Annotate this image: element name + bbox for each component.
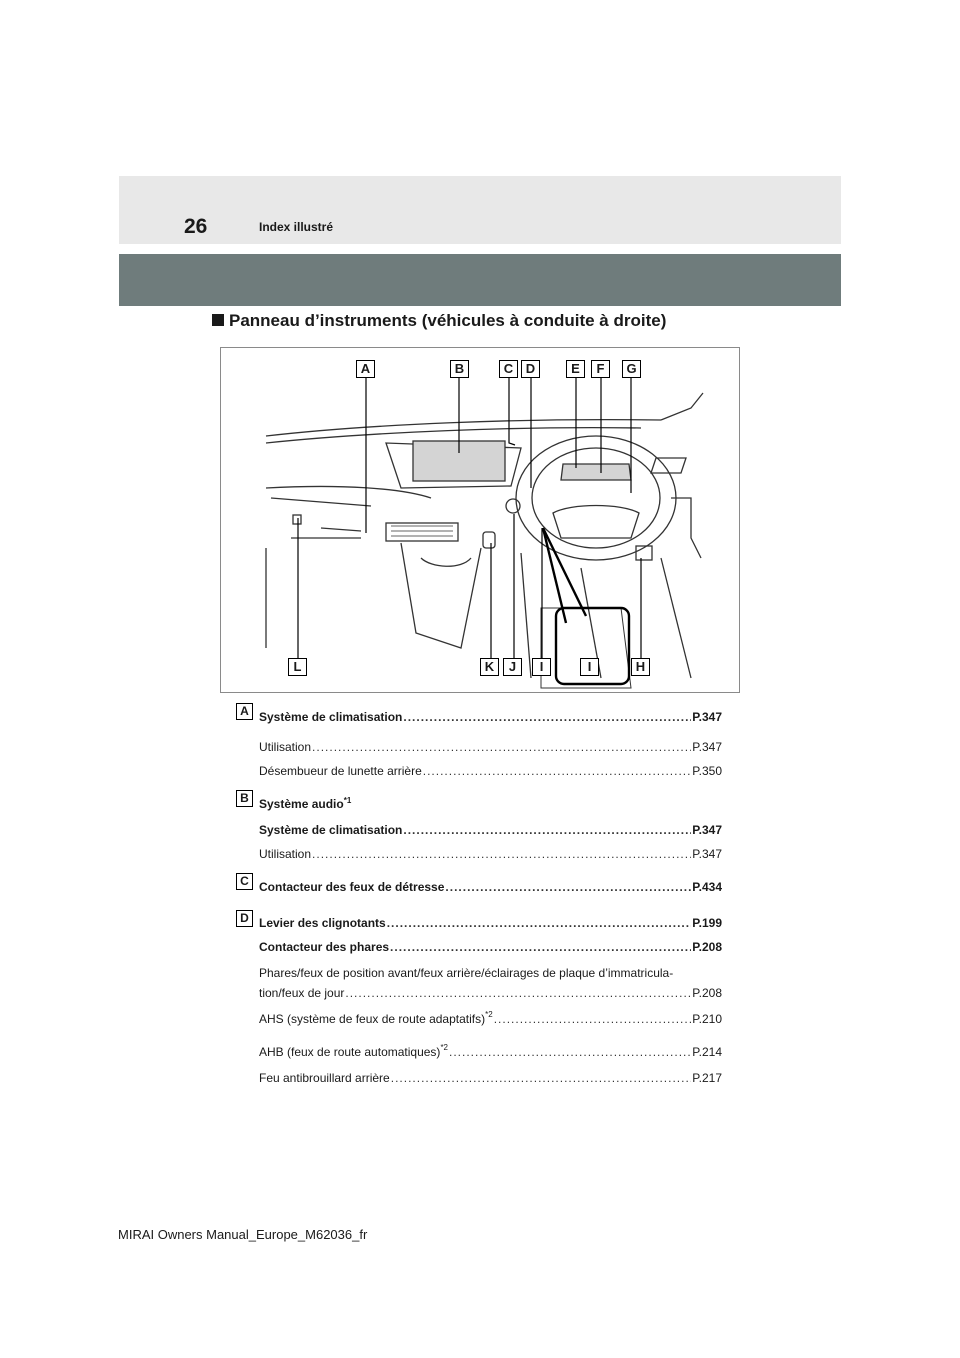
leader-dots — [403, 710, 691, 724]
entry-label: Système de climatisation — [259, 823, 403, 837]
entry-row[interactable] — [259, 880, 722, 894]
entry-label-text: AHS (système de feux de route adaptatifs) — [259, 1012, 486, 1026]
entry-label: tion/feux de jour — [259, 986, 345, 1000]
callout-L: L — [288, 658, 307, 676]
entry-row[interactable] — [259, 710, 722, 724]
entry-page: P.217 — [692, 1071, 722, 1085]
leader-dots — [423, 764, 691, 778]
entry-page: P.210 — [692, 1012, 722, 1026]
entry-page: P.208 — [692, 986, 722, 1000]
page-number: 26 — [184, 215, 208, 238]
callout-D: D — [521, 360, 540, 378]
entry-label-text: AHB (feux de route automatiques) — [259, 1045, 441, 1059]
entry-page: P.434 — [692, 880, 722, 894]
footnote-ref: *2 — [485, 1010, 493, 1019]
callout-E: E — [566, 360, 585, 378]
entry-row[interactable] — [259, 1071, 722, 1085]
callout-J: J — [503, 658, 522, 676]
entry-label: Système audio — [259, 797, 344, 811]
entry-row[interactable] — [259, 823, 722, 837]
page-footer: MIRAI Owners Manual_Europe_M62036_fr — [118, 1227, 368, 1242]
callout-B: B — [450, 360, 469, 378]
entry-badge-C: C — [236, 873, 253, 890]
entry-row[interactable] — [259, 764, 722, 778]
callout-I-inset: I — [580, 658, 599, 676]
entry-row[interactable] — [259, 740, 722, 754]
entry-page: P.347 — [692, 847, 722, 861]
entry-badge-B: B — [236, 790, 253, 807]
leader-dots — [390, 940, 691, 954]
entry-row[interactable] — [259, 940, 722, 954]
subsection-title-text: Panneau d’instruments (véhicules à conduite à droite) — [229, 311, 667, 330]
callout-G: G — [622, 360, 641, 378]
entry-wrap-line: Phares/feux de position avant/feux arrière/éclairages de plaque d’immatricula- — [259, 966, 674, 980]
entry-label: Utilisation — [259, 847, 312, 861]
callout-A: A — [356, 360, 375, 378]
leader-dots — [387, 916, 691, 930]
callout-F: F — [591, 360, 610, 378]
entry-label: Contacteur des phares — [259, 940, 390, 954]
entry-page: P.350 — [692, 764, 722, 778]
entry-row[interactable] — [259, 1045, 722, 1059]
callout-I: I — [532, 658, 551, 676]
section-title: Index illustré — [259, 220, 334, 234]
entry-label: Utilisation — [259, 740, 312, 754]
entry-page: P.208 — [692, 940, 722, 954]
entry-row[interactable] — [259, 1012, 722, 1026]
callout-K: K — [480, 658, 499, 676]
entry-label: Feu antibrouillard arrière — [259, 1071, 390, 1085]
leader-dots — [312, 740, 691, 754]
entry-label: Système de climatisation — [259, 710, 403, 724]
leader-dots — [345, 986, 691, 1000]
leader-dots — [445, 880, 691, 894]
entry-audio — [259, 796, 351, 811]
entry-page: P.199 — [692, 916, 722, 930]
entry-label — [259, 1045, 448, 1059]
callout-C: C — [499, 360, 518, 378]
entry-page: P.347 — [692, 710, 722, 724]
footnote-ref: *2 — [440, 1043, 448, 1052]
entry-page: P.347 — [692, 823, 722, 837]
entry-label — [259, 1012, 493, 1026]
entry-label: Levier des clignotants — [259, 916, 386, 930]
leader-dots — [312, 847, 691, 861]
callout-H: H — [631, 658, 650, 676]
entry-label: Contacteur des feux de détresse — [259, 880, 445, 894]
entry-page: P.347 — [692, 740, 722, 754]
leader-dots — [494, 1012, 692, 1026]
entry-page: P.214 — [692, 1045, 722, 1059]
entry-row[interactable] — [259, 847, 722, 861]
entry-row[interactable] — [259, 986, 722, 1000]
entry-badge-D: D — [236, 910, 253, 927]
entry-label: Désembueur de lunette arrière — [259, 764, 422, 778]
leader-dots — [391, 1071, 691, 1085]
leader-dots — [403, 823, 691, 837]
entry-badge-A: A — [236, 703, 253, 720]
footnote-ref: *1 — [343, 796, 352, 805]
entry-row[interactable] — [259, 916, 722, 930]
leader-dots — [449, 1045, 691, 1059]
